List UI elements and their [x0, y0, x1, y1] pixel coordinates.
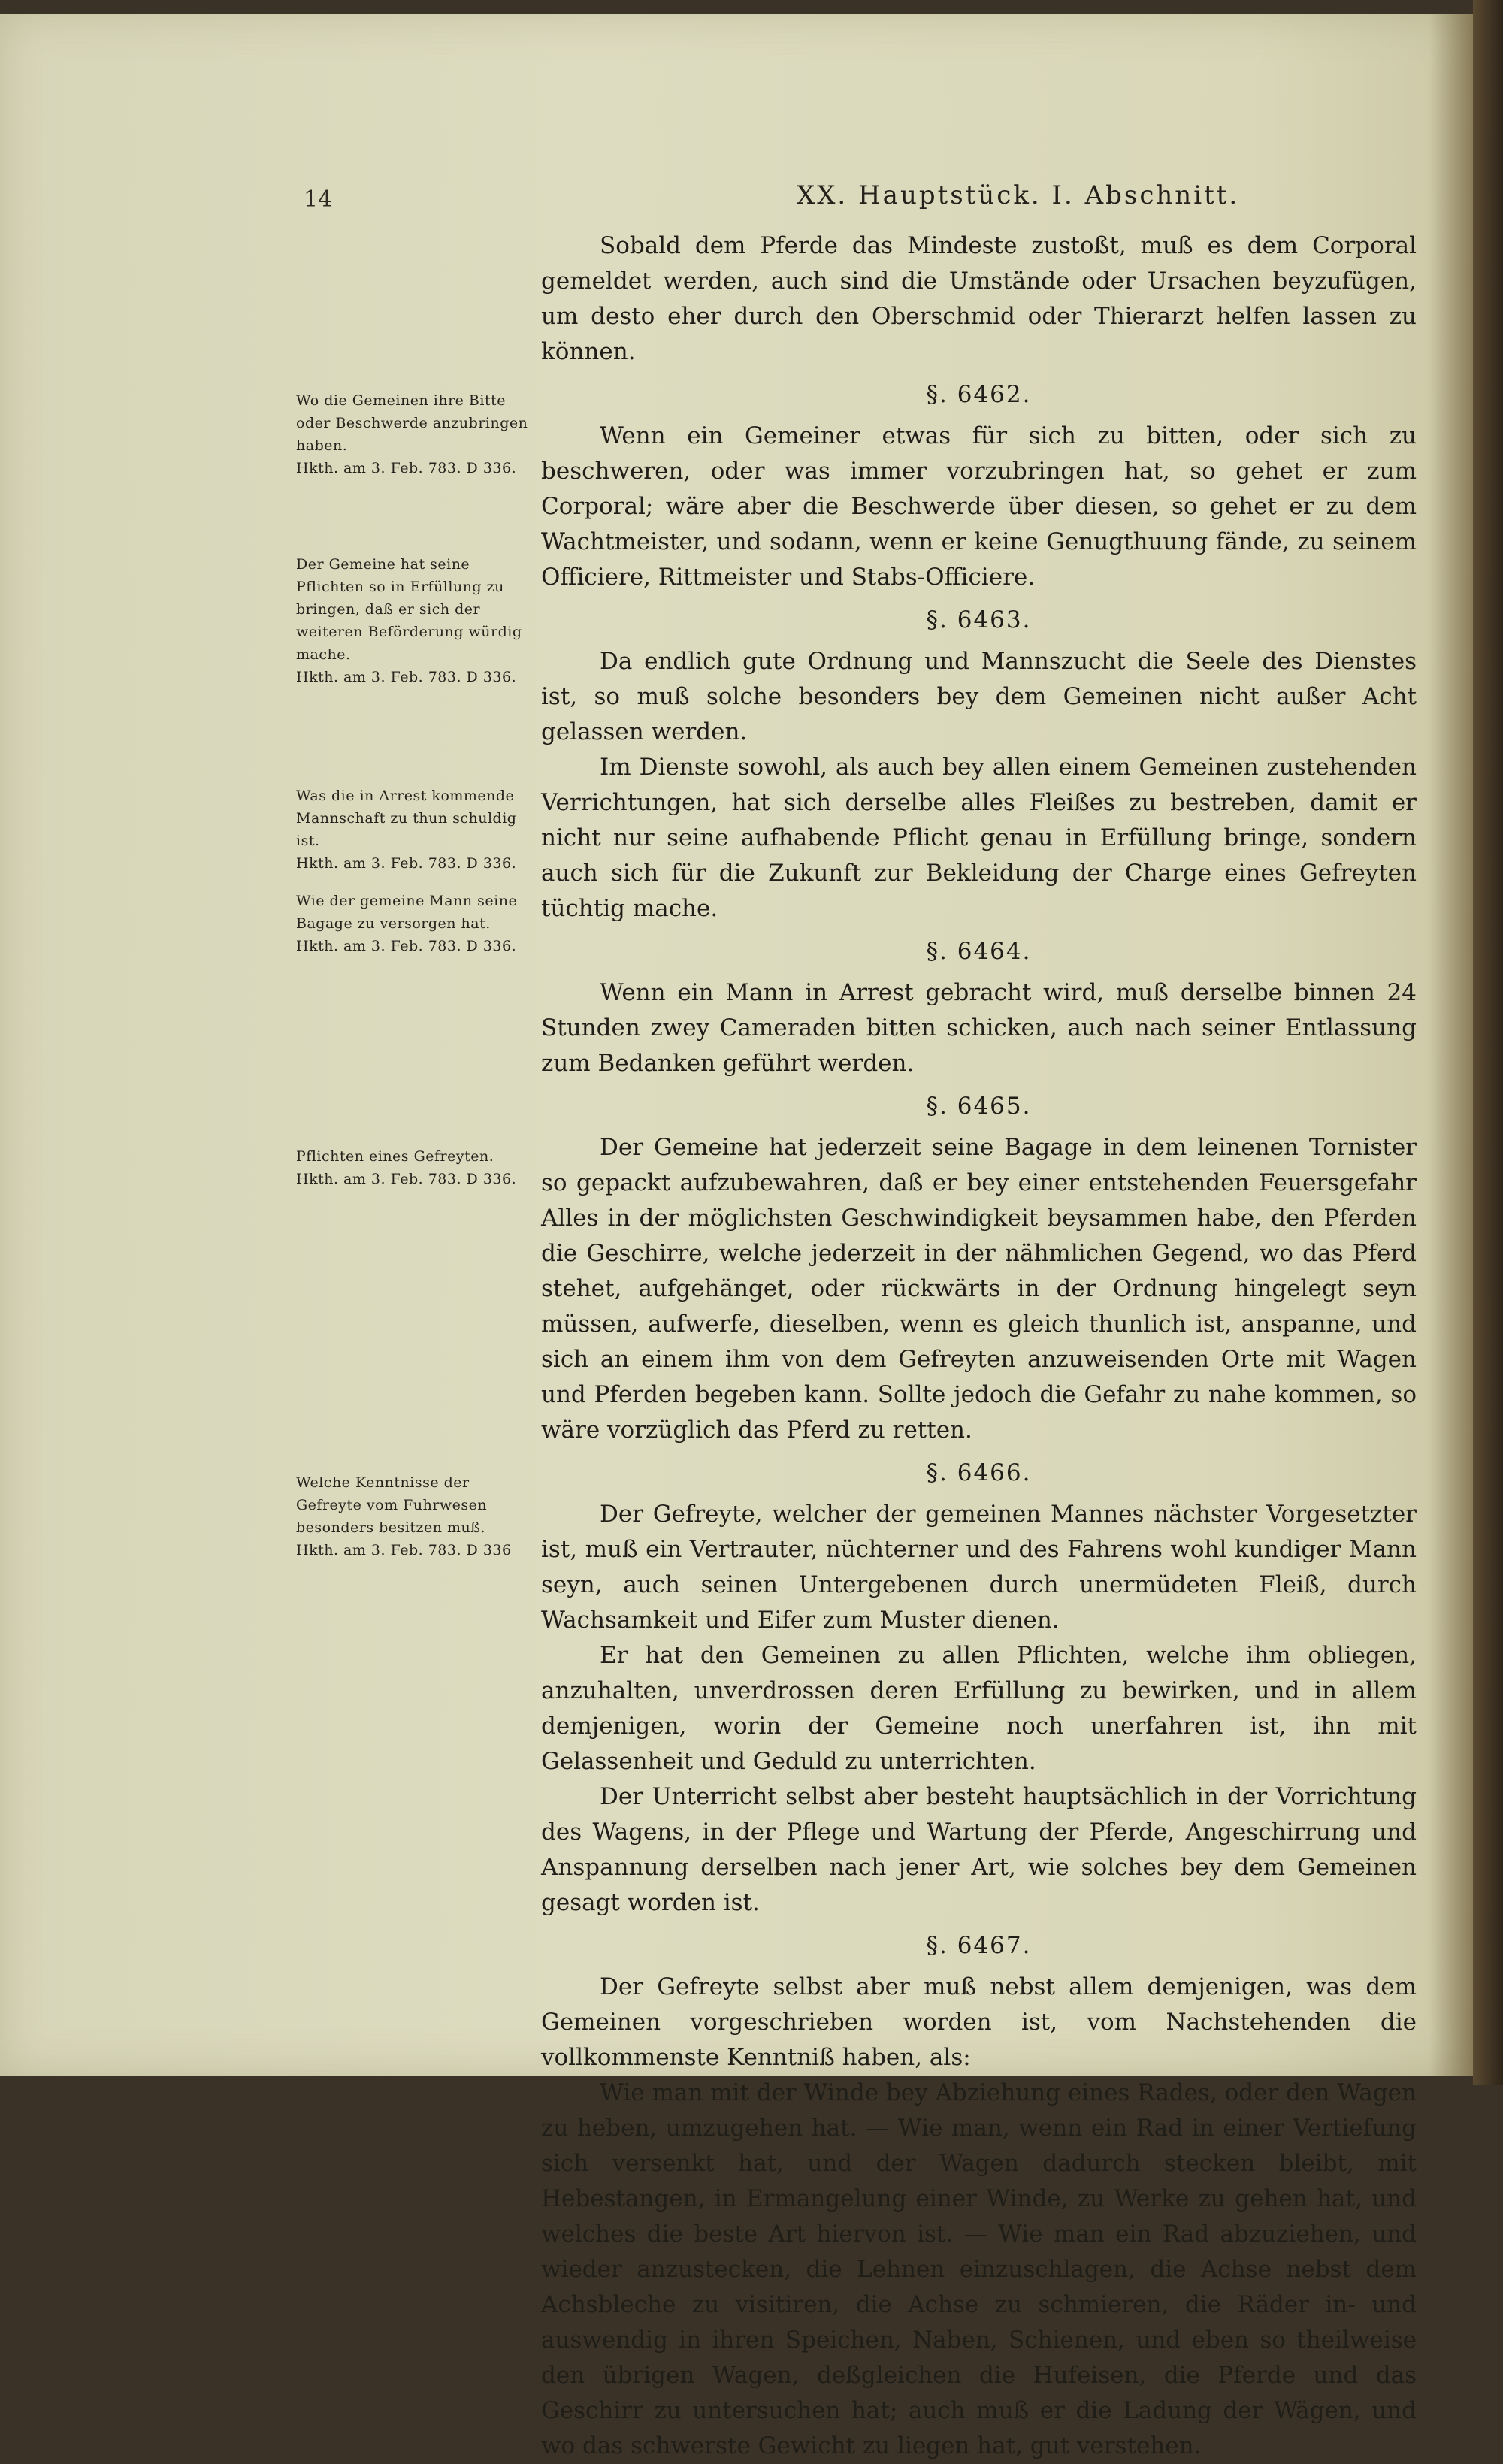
- margin-note-pflichten: [296, 553, 537, 688]
- margin-note-gefreyter: [296, 1145, 537, 1190]
- margin-note-ref: Hkth. am 3. Feb. 783. D 336.: [296, 460, 517, 476]
- margin-note-text: Was die in Arrest kommende Mannschaft zu thun schuldig ist.: [296, 788, 517, 849]
- page-number: 14: [304, 186, 333, 213]
- margin-note-arrest: [296, 785, 537, 875]
- paragraph: Der Gefreyte, welcher der gemeinen Mannes nächster Vorgesetzter ist, muß ein Vertrauter, nüchterner und des Fahrens wohl kundiger Mann seyn, auch seinen Untergebenen durch unermüdeten Fleiß, durch Wachsamkeit und Eifer zum Muster dienen.: [541, 1501, 1417, 1634]
- margin-note-ref: Hkth. am 3. Feb. 783. D 336.: [296, 938, 517, 954]
- section-number: §. 6464.: [926, 938, 1032, 965]
- running-head: XX. Hauptstück. I. Abschnitt.: [797, 180, 1240, 210]
- paragraph: Wenn ein Gemeiner etwas für sich zu bitten, oder sich zu beschweren, oder was immer vorzubringen hat, so gehet er zum Corporal; wäre aber die Beschwerde über diesen, so gehet er zu dem Wachtmeister, und sodann, wenn er keine Genugthuung fände, zu seinem Officiere, Rittmeister und Stabs-Officiere.: [541, 422, 1417, 591]
- margin-note-ref: Hkth. am 3. Feb. 783. D 336.: [296, 855, 517, 872]
- margin-note-ref: Hkth. am 3. Feb. 783. D 336.: [296, 1171, 517, 1187]
- paragraph: Er hat den Gemeinen zu allen Pflichten, welche ihm obliegen, anzuhalten, unverdrossen deren Erfüllung zu bewirken, und in allem demjenigen, worin der Gemeine noch unerfahren ist, ihn mit Gelassenheit und Geduld zu unterrichten.: [541, 1642, 1417, 1775]
- section-number: §. 6466.: [926, 1459, 1032, 1486]
- paragraph: Da endlich gute Ordnung und Mannszucht die Seele des Dienstes ist, so muß solche besonders bey dem Gemeinen nicht außer Acht gelassen werden.: [541, 648, 1417, 745]
- paragraph: Wie man mit der Winde bey Abziehung eines Rades, oder den Wagen zu heben, umzugehen hat. — Wie man, wenn ein Rad in einer Vertiefung sich versenkt hat, und der Wagen dadurch stecken bleibt, mit Hebestangen, in Ermangelung einer Winde, zu Werke zu gehen hat, und welches die beste Art hiervon ist. — Wie man ein Rad abzuziehen, und wieder anzustecken, die Lehnen einzuschlagen, die Achse nebst dem Achsbleche zu visitiren, die Achse zu schmieren, die Räder in- und auswendig in ihren Speichen, Naben, Schienen, und eben so theilweise den übrigen Wagen, deßgleichen die Hufeisen, die Pferde und das Geschirr zu untersuchen hat; auch muß er die Ladung der Wägen, und wo das schwerste Gewicht zu liegen hat, gut verstehen.: [541, 2079, 1417, 2459]
- book-page: [0, 14, 1473, 2459]
- book-edge: [1473, 0, 1503, 2085]
- section-number: §. 6465.: [926, 1093, 1032, 1120]
- paragraph: Der Gemeine hat jederzeit seine Bagage in dem leinenen Tornister so gepackt aufzubewahren, daß er bey einer entstehenden Feuersgefahr Alles in der möglichsten Geschwindigkeit beysammen habe, den Pferden die Geschirre, welche jederzeit in der nähmlichen Gegend, wo das Pferd stehet, aufgehänget, oder rückwärts in der Ordnung hingelegt seyn müssen, aufwerfe, dieselben, wenn es gleich thunlich ist, anspanne, und sich an einem ihm von dem Gefreyten anzuweisenden Orte mit Wagen und Pferden begeben kann. Sollte jedoch die Gefahr zu nahe kommen, so wäre vorzüglich das Pferd zu retten.: [541, 1134, 1417, 1444]
- margin-note-text: Wo die Gemeinen ihre Bitte oder Beschwerde anzubringen haben.: [296, 392, 528, 454]
- margin-note-text: Der Gemeine hat seine Pflichten so in Erfüllung zu bringen, daß er sich der weiteren Beförderung würdig mache.: [296, 556, 522, 663]
- margin-note-text: Wie der gemeine Mann seine Bagage zu versorgen hat.: [296, 893, 518, 932]
- section-number: §. 6467.: [926, 1932, 1032, 1959]
- margin-note-ref: Hkth. am 3. Feb. 783. D 336.: [296, 669, 517, 685]
- margin-note-text: Pflichten eines Gefreyten.: [296, 1148, 494, 1165]
- margin-note-kenntnisse: [296, 1471, 537, 1562]
- paragraph: Der Unterricht selbst aber besteht hauptsächlich in der Vorrichtung des Wagens, in der Pflege und Wartung der Pferde, Angeschirrung und Anspannung derselben nach jener Art, wie solches bey dem Gemeinen gesagt worden ist.: [541, 1783, 1417, 1916]
- margin-note-text: Welche Kenntnisse der Gefreyte vom Fuhrwesen besonders besitzen muß.: [296, 1474, 488, 1536]
- section-number: §. 6462.: [926, 381, 1032, 408]
- paragraph: Sobald dem Pferde das Mindeste zustoßt, muß es dem Corporal gemeldet werden, auch sind die Umstände oder Ursachen beyzufügen, um desto eher durch den Oberschmid oder Thierarzt helfen lassen zu können.: [541, 232, 1417, 365]
- main-text: [541, 228, 1417, 2464]
- margin-note-bitte: [296, 389, 537, 479]
- margin-note-ref: Hkth. am 3. Feb. 783. D 336: [296, 1542, 512, 1559]
- margin-note-bagage: [296, 890, 537, 957]
- paragraph: Im Dienste sowohl, als auch bey allen einem Gemeinen zustehenden Verrichtungen, hat sich derselbe alles Fleißes zu bestreben, damit er nicht nur seine aufhabende Pflicht genau in Erfüllung bringe, sondern auch sich für die Zukunft zur Bekleidung der Charge eines Gefreyten tüchtig mache.: [541, 754, 1417, 922]
- paragraph: Der Gefreyte selbst aber muß nebst allem demjenigen, was dem Gemeinen vorgeschrieben worden ist, vom Nachstehenden die vollkommenste Kenntniß haben, als:: [541, 1973, 1417, 2071]
- paragraph: Wenn ein Mann in Arrest gebracht wird, muß derselbe binnen 24 Stunden zwey Cameraden bitten schicken, auch nach seiner Entlassung zum Bedanken geführt werden.: [541, 979, 1417, 1077]
- section-number: §. 6463.: [926, 606, 1032, 633]
